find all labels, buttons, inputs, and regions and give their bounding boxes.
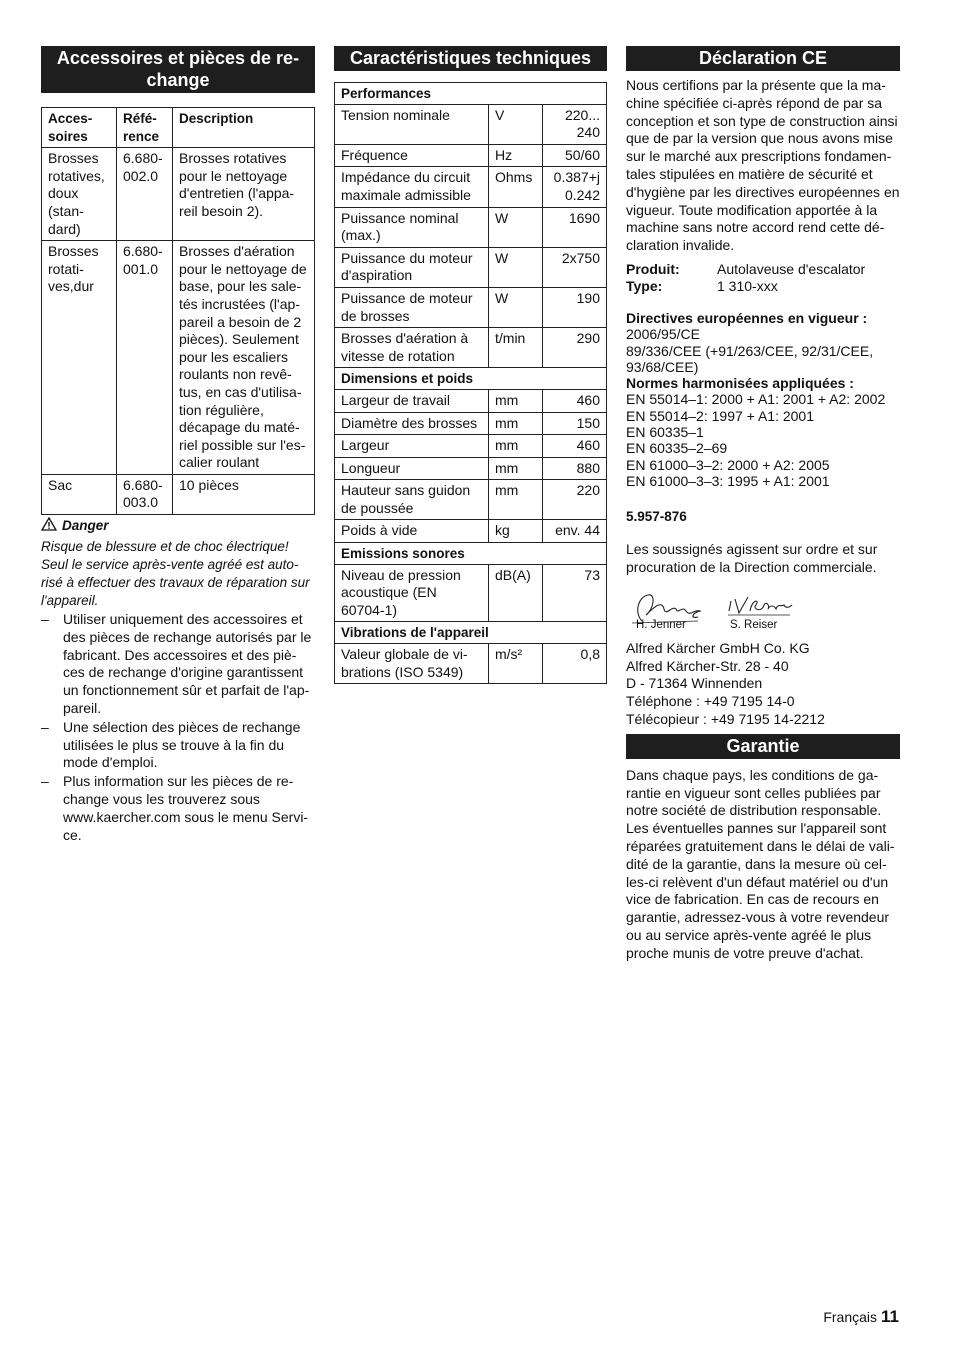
table-row: [335, 287, 607, 327]
type-row: [626, 278, 900, 295]
value-cell: 460: [543, 435, 607, 458]
address-line: Télécopieur : +49 7195 14-2212: [626, 711, 825, 728]
declaration-intro: Nous certifions par la présente que la ma-chine spécifiée ci-après répond de par sa conception et son type de construction ainsi que de par la version que nous avons mise sur le marché aux prescriptions fondamen-tales stipulées en matière de sécurité et d'hygiène par les directives européennes en vigueur. Toute modification apportée à la machine sans notre accord rend cette dé-claration invalide.: [626, 77, 900, 254]
value-cell: 460: [543, 389, 607, 412]
unit-cell: Hz: [489, 144, 543, 167]
table-row: [42, 241, 315, 475]
accessory-reference: 6.680-001.0: [117, 241, 173, 475]
parameter-cell: Hauteur sans guidon de poussée: [335, 480, 489, 520]
unit-cell: Ohms: [489, 167, 543, 207]
parameter-cell: Largeur: [335, 435, 489, 458]
section-title: Emissions sonores: [335, 543, 607, 565]
directive-item: 89/336/CEE (+91/263/CEE, 92/31/CEE, 93/68/CEE): [626, 342, 874, 375]
accessories-notes: [41, 611, 315, 844]
value-cell: 50/60: [543, 144, 607, 167]
table-section-row: [335, 543, 607, 565]
unit-cell: mm: [489, 480, 543, 520]
table-row: [335, 457, 607, 480]
warranty-heading: Garantie: [626, 734, 900, 759]
unit-cell: m/s²: [489, 644, 543, 684]
table-row: [42, 474, 315, 514]
type-label: Type:: [626, 277, 663, 294]
parameter-cell: Valeur globale de vi-brations (ISO 5349): [335, 644, 489, 684]
section-title: Dimensions et poids: [335, 368, 607, 390]
directive-item: 2006/95/CE: [626, 326, 700, 343]
parameter-cell: Puissance nominal (max.): [335, 207, 489, 247]
technical-data-column: [334, 46, 607, 684]
parameter-cell: Niveau de pression acoustique (EN 60704-1): [335, 564, 489, 622]
list-item: – Une sélection des pièces de rechange utilisées le plus se trouve à la fin du mode d'emploi.: [41, 719, 315, 772]
value-cell: 2x750: [543, 247, 607, 287]
value-cell: 220... 240: [543, 104, 607, 144]
value-cell: 73: [543, 564, 607, 622]
unit-cell: mm: [489, 389, 543, 412]
value-cell: 290: [543, 328, 607, 368]
accessory-reference: 6.680-003.0: [117, 474, 173, 514]
danger-text: Risque de blessure et de choc électrique! Seul le service après-vente agréé est auto-risé à effectuer des travaux de réparation sur l'appareil.: [41, 539, 310, 609]
table-row: [335, 435, 607, 458]
parameter-cell: Fréquence: [335, 144, 489, 167]
section-title: Vibrations de l'appareil: [335, 622, 607, 644]
table-row: [335, 389, 607, 412]
parameter-cell: Puissance de moteur de brosses: [335, 287, 489, 327]
page-footer: [823, 1307, 899, 1327]
accessory-name: Brosses rotatives, doux (stan-dard): [42, 148, 117, 241]
table-row: [335, 247, 607, 287]
norm-item: EN 61000–3–2: 2000 + A2: 2005: [626, 456, 830, 473]
warranty-text: Dans chaque pays, les conditions de ga-rantie en vigueur sont celles publiées par notre société de distribution responsable. Les éventuelles pannes sur l'appareil sont réparées gratuitement dans le délai de vali-dité de la garantie, dans la mesure où cel-les-ci relèvent d'un défaut matériel ou d'un vice de fabrication. En cas de recours en garantie, adressez-vous à votre revendeur ou au service après-vente agréé le plus proche munis de votre preuve d'achat.: [626, 766, 895, 961]
address-line: Alfred Kärcher-Str. 28 - 40: [626, 657, 789, 674]
table-row: [335, 480, 607, 520]
danger-label: Danger: [62, 518, 109, 534]
header-description: Description: [173, 108, 315, 148]
norm-item: EN 60335–2–69: [626, 440, 728, 457]
signer-1-name: H. Jenner: [636, 618, 686, 631]
accessory-description: Brosses rotatives pour le nettoyage d'entretien (l'appa-reil besoin 2).: [173, 148, 315, 241]
value-cell: 0.387+j 0.242: [543, 167, 607, 207]
signers-text: Les soussignés agissent sur ordre et sur procuration de la Direction commerciale.: [626, 541, 878, 576]
norms-title: Normes harmonisées appliquées :: [626, 375, 854, 392]
document-number: 5.957-876: [626, 509, 687, 525]
product-value: Autolaveuse d'escalator: [717, 260, 866, 277]
type-value: 1 310-xxx: [717, 277, 778, 294]
unit-cell: dB(A): [489, 564, 543, 622]
section-title: Performances: [335, 83, 607, 105]
declaration-heading: Déclaration CE: [626, 46, 900, 71]
page-number: 11: [881, 1307, 899, 1326]
parameter-cell: Tension nominale: [335, 104, 489, 144]
value-cell: 220: [543, 480, 607, 520]
company-address: [626, 640, 900, 729]
technical-data-table: [334, 82, 607, 684]
parameter-cell: Puissance du moteur d'aspiration: [335, 247, 489, 287]
list-item: – Utiliser uniquement des accessoires et des pièces de rechange autorisés par le fabricant. Des accessoires et des piè-ces de rechange d'origine garantissent un fonctionnement sûr et parfait de l'ap-pareil.: [41, 611, 315, 718]
unit-cell: W: [489, 287, 543, 327]
accessory-reference: 6.680-002.0: [117, 148, 173, 241]
directives-title: Directives européennes en vigueur :: [626, 309, 868, 326]
product-row: [626, 261, 900, 278]
header-accessories: Acces-soires: [42, 108, 117, 148]
table-row: [335, 167, 607, 207]
table-row: [335, 144, 607, 167]
signatures: [626, 591, 900, 641]
footer-language: Français: [823, 1309, 878, 1325]
table-row: [42, 148, 315, 241]
accessories-column: [41, 46, 315, 844]
header-reference: Réfé-rence: [117, 108, 173, 148]
unit-cell: mm: [489, 412, 543, 435]
value-cell: 150: [543, 412, 607, 435]
norm-item: EN 61000–3–3: 1995 + A1: 2001: [626, 472, 830, 489]
value-cell: env. 44: [543, 520, 607, 543]
address-line: Alfred Kärcher GmbH Co. KG: [626, 639, 810, 656]
table-section-row: [335, 83, 607, 105]
list-item: – Plus information sur les pièces de re-change vous les trouverez sous www.kaercher.com sous le menu Servi-ce.: [41, 773, 315, 844]
table-section-row: [335, 368, 607, 390]
accessories-heading: Accessoires et pièces de re-change: [41, 46, 315, 93]
table-row: [335, 644, 607, 684]
parameter-cell: Brosses d'aération à vitesse de rotation: [335, 328, 489, 368]
product-label: Produit:: [626, 260, 680, 277]
unit-cell: t/min: [489, 328, 543, 368]
unit-cell: W: [489, 207, 543, 247]
directives-block: [626, 310, 900, 489]
table-row: [335, 104, 607, 144]
norm-item: EN 55014–1: 2000 + A1: 2001 + A2: 2002: [626, 391, 886, 408]
parameter-cell: Poids à vide: [335, 520, 489, 543]
parameter-cell: Diamètre des brosses: [335, 412, 489, 435]
accessory-name: Brosses rotati-ves,dur: [42, 241, 117, 475]
norm-item: EN 60335–1: [626, 424, 704, 441]
parameter-cell: Largeur de travail: [335, 389, 489, 412]
parameter-cell: Longueur: [335, 457, 489, 480]
technical-data-heading: Caractéristiques techniques: [334, 46, 607, 71]
warning-triangle-icon: [41, 517, 57, 534]
table-row: [335, 564, 607, 622]
unit-cell: mm: [489, 435, 543, 458]
accessory-description: Brosses d'aération pour le nettoyage de base, pour les sale-tés incrustées (l'ap-pareil a besoin de 2 pièces). Seulement pour les escaliers roulants non revê-tus, en cas d'utilisa-tion régulière, décapage du maté-riel possible sur l'es-calier roulant: [173, 241, 315, 475]
address-line: D - 71364 Winnenden: [626, 675, 763, 692]
unit-cell: V: [489, 104, 543, 144]
table-row: [335, 207, 607, 247]
unit-cell: mm: [489, 457, 543, 480]
value-cell: 0,8: [543, 644, 607, 684]
table-row: [335, 412, 607, 435]
value-cell: 1690: [543, 207, 607, 247]
accessory-description: 10 pièces: [173, 474, 315, 514]
unit-cell: W: [489, 247, 543, 287]
value-cell: 880: [543, 457, 607, 480]
unit-cell: kg: [489, 520, 543, 543]
parameter-cell: Impédance du circuit maximale admissible: [335, 167, 489, 207]
accessory-name: Sac: [42, 474, 117, 514]
table-row: [335, 520, 607, 543]
danger-heading: [41, 517, 315, 534]
norm-item: EN 55014–2: 1997 + A1: 2001: [626, 407, 814, 424]
accessories-table: [41, 107, 315, 515]
value-cell: 190: [543, 287, 607, 327]
table-section-row: [335, 622, 607, 644]
signer-2-name: S. Reiser: [730, 618, 778, 631]
declaration-column: [626, 46, 900, 963]
address-line: Téléphone : +49 7195 14-0: [626, 693, 795, 710]
table-row: [335, 328, 607, 368]
